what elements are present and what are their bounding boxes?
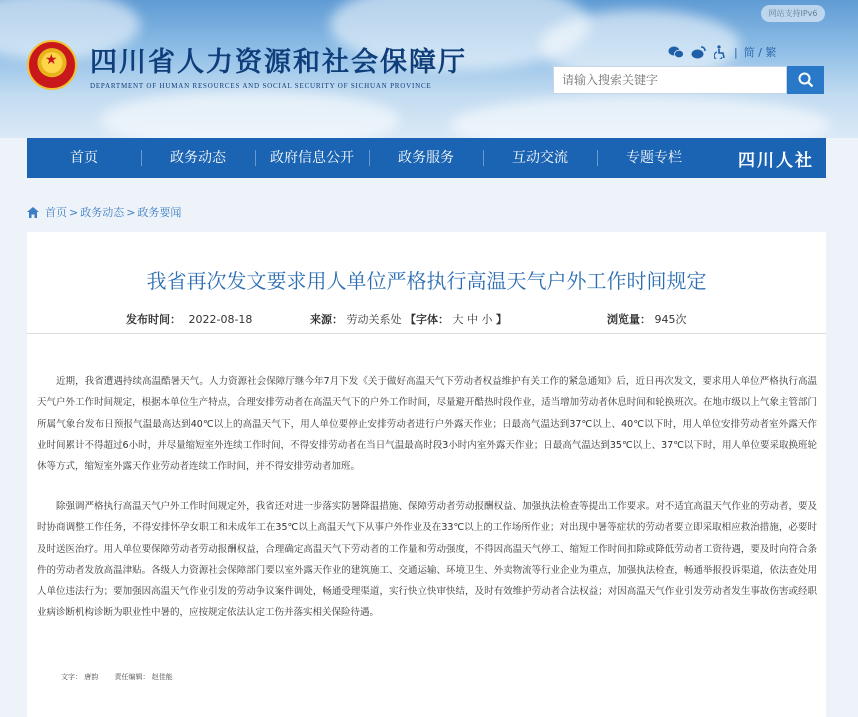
accessibility-icon[interactable] <box>712 45 728 59</box>
publish-date: 2022-08-18 <box>188 313 253 326</box>
breadcrumb <box>27 204 181 220</box>
header-tools <box>668 44 776 60</box>
search-input[interactable] <box>553 66 787 94</box>
language-toggle[interactable]: 简 / 繁 <box>743 46 777 59</box>
breadcrumb-government-news[interactable]: 政务动态 <box>80 206 125 219</box>
site-subtitle: DEPARTMENT OF HUMAN RESOURCES AND SOCIAL SECURITY OF SICHUAN PROVINCE <box>90 82 432 90</box>
article-paragraph-2: 除强调严格执行高温天气户外工作时间规定外，我省还对进一步落实防暑降温措施、保障劳动者劳动报酬权益、加强执法检查等提出工作要求。对不适宜高温天气作业的劳动者，要及时协商调整工作任务，不得安排怀孕女职工和未成年工在35℃以上高温天气下从事户外作业及在33℃以上的工作场所作业；对出现中暑等症状的劳动者要立即采取相应救治措施，必要时及时送医治疗。用人单位要保障劳动者劳动报酬权益，合理确定高温天气下劳动者的工作量和劳动强度，不得因高温天气停工、缩短工作时间扣除或降低劳动者工资待遇，要及时向符合条件的劳动者发放高温津贴。各级人力资源社会保障部门要以室外露天作业的建筑施工、交通运输、环境卫生、外卖物流等行业企业为重点，加强执法检查，畅通举报投诉渠道，依法查处用人单位违法行为；要加强因高温天气作业引发的劳动争议案件调处，畅通受理渠道，实行快立快审快结，及时有效维护劳动者合法权益；对因高温天气作业引发劳动者发生事故伤害或经职业病诊断机构诊断为职业性中暑的，应按规定依法认定工伤并落实相关保险待遇。 <box>37 501 817 619</box>
ipv6-badge: 网站支持IPv6 <box>761 5 825 22</box>
source-label: 来源： <box>310 313 343 326</box>
font-size-medium[interactable]: 中 <box>467 313 478 326</box>
breadcrumb-key-news[interactable]: 政务要闻 <box>137 206 182 219</box>
source-value: 劳动关系处 <box>346 313 402 326</box>
breadcrumb-separator: > <box>126 205 136 219</box>
author-label: 文字： <box>61 673 82 681</box>
search-button[interactable] <box>787 66 824 94</box>
font-size-label: 【字体： <box>405 313 449 326</box>
header-banner <box>0 0 858 138</box>
article-title: 我省再次发文要求用人单位严格执行高温天气户外工作时间规定 <box>146 269 707 293</box>
editor-label: 责任编辑： <box>114 673 150 681</box>
font-size-small[interactable]: 小 <box>481 313 493 326</box>
font-size-large[interactable]: 大 <box>452 313 464 326</box>
weibo-icon[interactable] <box>690 45 706 59</box>
article-credits <box>61 672 173 682</box>
editor-value: 赵佳能 <box>151 673 173 681</box>
nav-item-home[interactable]: 首页 <box>70 150 98 166</box>
author-value: 唐韵 <box>84 673 99 681</box>
views-meta <box>607 311 687 327</box>
wechat-icon[interactable] <box>668 45 684 59</box>
nav-item-interaction[interactable]: 互动交流 <box>483 138 597 178</box>
nav-item-government-news[interactable]: 政务动态 <box>141 138 255 178</box>
main-nav <box>27 138 826 178</box>
national-emblem-icon <box>27 40 77 90</box>
article-card <box>27 232 826 717</box>
sichuan-renshe-logo[interactable]: 四川人社 <box>738 151 814 171</box>
source-meta <box>310 311 507 327</box>
font-size-close: 】 <box>496 313 507 326</box>
meta-divider <box>27 333 826 334</box>
home-icon <box>27 207 39 218</box>
search-icon <box>798 72 814 88</box>
views-label: 浏览量： <box>607 313 651 326</box>
publish-label: 发布时间： <box>126 313 181 326</box>
site-title: 四川省人力资源和社会保障厅 <box>90 47 467 78</box>
nav-item-information-disclosure[interactable]: 政府信息公开 <box>255 138 369 178</box>
nav-item-special-topics[interactable]: 专题专栏 <box>597 138 711 178</box>
nav-item-government-services[interactable]: 政务服务 <box>369 138 483 178</box>
views-value: 945次 <box>654 313 687 326</box>
article-paragraph-1: 近期，我省遭遇持续高温酷暑天气。人力资源社会保障厅继今年7月下发《关于做好高温天气下劳动者权益维护有关工作的紧急通知》后，近日再次发文，要求用人单位严格执行高温天气户外工作时间规定，根据本单位生产特点，合理安排劳动者在高温天气下的户外工作时间，尽量避开酷热时段作业，适当增加劳动者休息时间和轮换班次。在地市级以上气象主管部门所属气象台发布日预报气温最高达到40℃以上的高温天气下，用人单位要停止安排劳动者进行户外露天作业；日最高气温达到37℃以上、40℃以下时，用人单位安排劳动者室外露天作业时间累计不得超过6小时，并尽量缩短室外连续工作时间，不得安排劳动者在当日气温最高时段3小时内室外露天作业；日最高气温达到35℃以上、37℃以下时，用人单位要采取换班轮休等方式，缩短室外露天作业劳动者连续工作时间，并不得安排劳动者加班。 <box>37 376 817 473</box>
tools-divider: | <box>734 45 738 59</box>
breadcrumb-separator: > <box>69 205 79 219</box>
breadcrumb-home[interactable]: 首页 <box>45 206 67 219</box>
publish-meta <box>126 311 252 327</box>
